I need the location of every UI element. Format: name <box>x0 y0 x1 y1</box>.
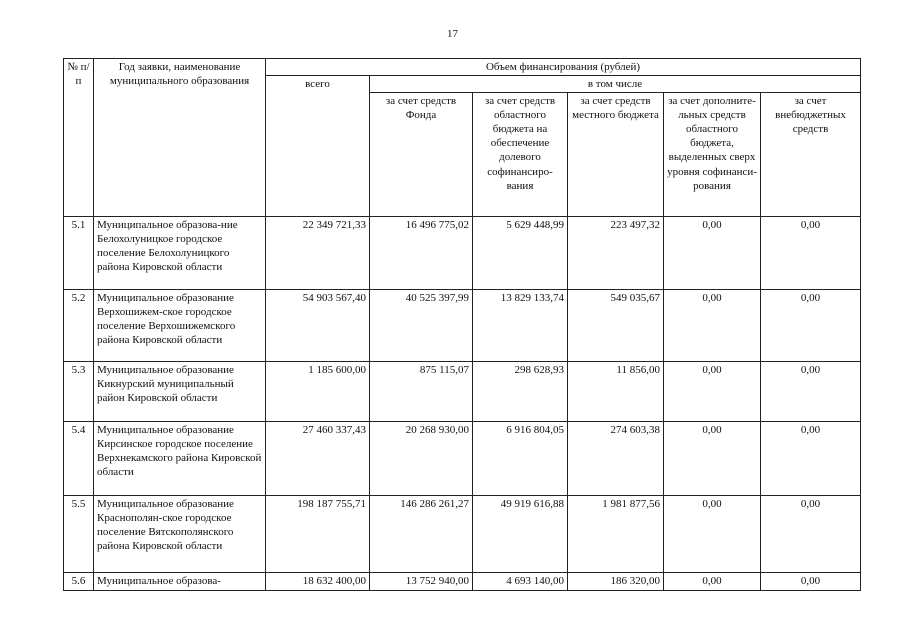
row-additional: 0,00 <box>664 573 761 591</box>
financing-table <box>63 58 861 591</box>
row-regional: 5 629 448,99 <box>473 217 568 290</box>
table-row <box>64 422 861 496</box>
row-total: 198 187 755,71 <box>266 496 370 573</box>
header-total: всего <box>266 76 370 217</box>
row-fund: 16 496 775,02 <box>370 217 473 290</box>
row-additional: 0,00 <box>664 422 761 496</box>
row-additional: 0,00 <box>664 496 761 573</box>
table-row <box>64 362 861 422</box>
row-additional: 0,00 <box>664 290 761 362</box>
row-local: 186 320,00 <box>568 573 664 591</box>
row-local: 223 497,32 <box>568 217 664 290</box>
page-number: 17 <box>447 28 458 40</box>
row-local: 549 035,67 <box>568 290 664 362</box>
row-name: Муниципальное образование Кикнурский муниципальный район Кировской области <box>94 362 266 422</box>
row-fund: 146 286 261,27 <box>370 496 473 573</box>
row-fund: 875 115,07 <box>370 362 473 422</box>
header-including: в том числе <box>370 76 861 93</box>
row-total: 22 349 721,33 <box>266 217 370 290</box>
row-name: Муниципальное образова- <box>94 573 266 591</box>
row-local: 274 603,38 <box>568 422 664 496</box>
header-extrabudget: за счет внебюджетных средств <box>761 93 861 217</box>
row-local: 11 856,00 <box>568 362 664 422</box>
row-name: Муниципальное образова-ние Белохолуницкое городское поселение Белохолуницкого района Кировской области <box>94 217 266 290</box>
table-row <box>64 217 861 290</box>
row-num: 5.1 <box>64 217 94 290</box>
row-total: 27 460 337,43 <box>266 422 370 496</box>
row-local: 1 981 877,56 <box>568 496 664 573</box>
row-regional: 6 916 804,05 <box>473 422 568 496</box>
row-regional: 13 829 133,74 <box>473 290 568 362</box>
row-additional: 0,00 <box>664 217 761 290</box>
row-num: 5.5 <box>64 496 94 573</box>
row-regional: 298 628,93 <box>473 362 568 422</box>
table-row <box>64 290 861 362</box>
row-extrabudget: 0,00 <box>761 496 861 573</box>
row-num: 5.3 <box>64 362 94 422</box>
row-fund: 13 752 940,00 <box>370 573 473 591</box>
header-local: за счет средств местного бюджета <box>568 93 664 217</box>
header-additional: за счет дополните-льных средств областного бюджета, выделенных сверх уровня софинанси-рования <box>664 93 761 217</box>
row-num: 5.2 <box>64 290 94 362</box>
row-regional: 49 919 616,88 <box>473 496 568 573</box>
row-total: 18 632 400,00 <box>266 573 370 591</box>
table-row <box>64 496 861 573</box>
row-fund: 40 525 397,99 <box>370 290 473 362</box>
row-name: Муниципальное образование Верхошижем-ское городское поселение Верхошижемского района Кировской области <box>94 290 266 362</box>
row-extrabudget: 0,00 <box>761 573 861 591</box>
header-regional: за счет средств областного бюджета на обеспечение долевого софинансиро-вания <box>473 93 568 217</box>
row-fund: 20 268 930,00 <box>370 422 473 496</box>
row-additional: 0,00 <box>664 362 761 422</box>
header-fund: за счет средств Фонда <box>370 93 473 217</box>
header-volume: Объем финансирования (рублей) <box>266 59 861 76</box>
row-num: 5.4 <box>64 422 94 496</box>
header-name: Год заявки, наименование муниципального образования <box>94 59 266 217</box>
row-num: 5.6 <box>64 573 94 591</box>
table-row <box>64 573 861 591</box>
row-name: Муниципальное образование Краснополян-ское городское поселение Вятскополянского района Кировской области <box>94 496 266 573</box>
header-num: № п/п <box>64 59 94 217</box>
row-extrabudget: 0,00 <box>761 290 861 362</box>
row-total: 54 903 567,40 <box>266 290 370 362</box>
row-extrabudget: 0,00 <box>761 422 861 496</box>
row-extrabudget: 0,00 <box>761 217 861 290</box>
row-regional: 4 693 140,00 <box>473 573 568 591</box>
row-name: Муниципальное образование Кирсинское городское поселение Верхнекамского района Кировской области <box>94 422 266 496</box>
row-extrabudget: 0,00 <box>761 362 861 422</box>
row-total: 1 185 600,00 <box>266 362 370 422</box>
